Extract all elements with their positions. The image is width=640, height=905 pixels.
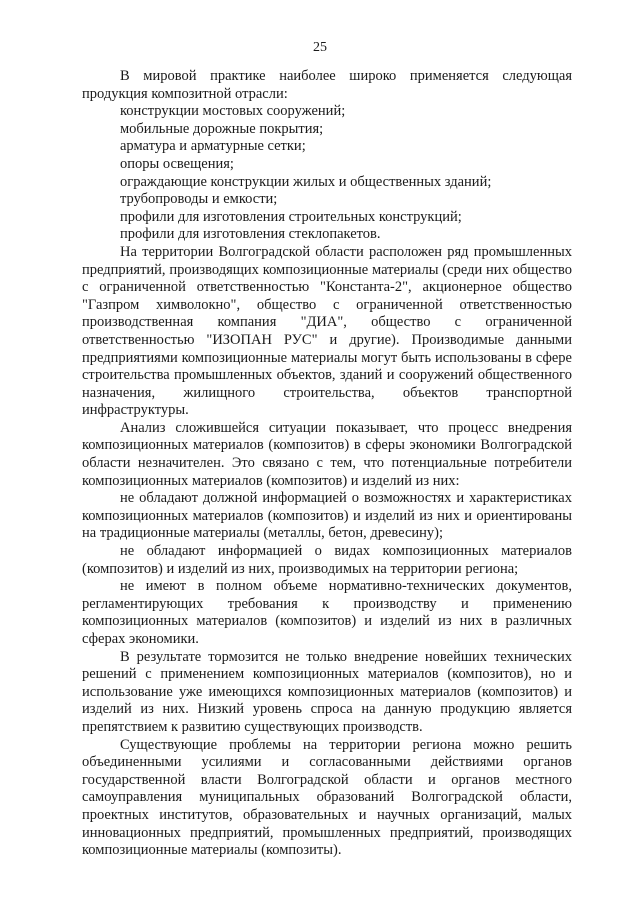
list-item: не обладают должной информацией о возможностях и характеристиках композиционных материалов (композитов) и изделий из них и ориентированы на традиционные материалы (металлы, бетон, древесину); bbox=[82, 490, 572, 542]
solution-paragraph: Существующие проблемы на территории региона можно решить объединенными усилиями и согласованными действиями органов государственной власти Волгоградской области и органов местного самоуправления муниципальных образований Волгоградской области, проектных институтов, образовательных и научных организаций, малых инновационных предприятий, промышленных предприятий, производящих композиционные материалы (композиты). bbox=[82, 736, 572, 859]
list-item: не имеют в полном объеме нормативно-технических документов, регламентирующих требования к производству и применению композиционных материалов (композитов) и изделий из них в различных сферах экономики. bbox=[82, 578, 572, 647]
list-item: мобильные дорожные покрытия; bbox=[120, 120, 324, 137]
list-item: не обладают информацией о видах композиционных материалов (композитов) и изделий из них, производимых на территории региона; bbox=[82, 543, 572, 577]
list-item: арматура и арматурные сетки; bbox=[120, 138, 306, 155]
products-list bbox=[82, 103, 572, 244]
result-paragraph: В результате тормозится не только внедрение новейших технических решений с применением композиционных материалов (композитов), но и использование уже имеющихся композиционных материалов (композитов) и изделий из них. Низкий уровень спроса на данную продукцию является препятствием к развитию существующих производств. bbox=[82, 648, 572, 735]
analysis-paragraph: Анализ сложившейся ситуации показывает, что процесс внедрения композиционных материалов (композитов) в сферы экономики Волгоградской области незначителен. Это связано с тем, что потенциальные потребители композиционных материалов (композитов) и изделий из них: bbox=[82, 419, 572, 489]
document-body bbox=[82, 68, 572, 860]
list-item: трубопроводы и емкости; bbox=[120, 191, 278, 208]
list-item: опоры освещения; bbox=[120, 155, 234, 172]
list-item: профили для изготовления строительных конструкций; bbox=[120, 208, 462, 225]
page-number: 25 bbox=[313, 40, 327, 55]
consumer-issues-list bbox=[82, 490, 572, 648]
intro-paragraph: В мировой практике наиболее широко применяется следующая продукция композитной отрасли: bbox=[82, 68, 572, 102]
enterprises-paragraph: На территории Волгоградской области расположен ряд промышленных предприятий, производящих композиционные материалы (среди них общество с ограниченной ответственностью "Константа-2", акционерное общество "Газпром химволокно", общество с ограниченной ответственностью производственная компания "ДИА", общество с ограниченной ответственностью "ИЗОПАН РУС" и другие). Производимые данными предприятиями композиционные материалы могут быть использованы в сфере строительства промышленных объектов, зданий и сооружений общественного назначения, жилищного строительства, объектов транспортной инфраструктуры. bbox=[82, 243, 572, 419]
list-item: конструкции мостовых сооружений; bbox=[120, 103, 346, 120]
list-item: профили для изготовления стеклопакетов. bbox=[120, 226, 381, 243]
list-item: ограждающие конструкции жилых и общественных зданий; bbox=[120, 173, 492, 190]
